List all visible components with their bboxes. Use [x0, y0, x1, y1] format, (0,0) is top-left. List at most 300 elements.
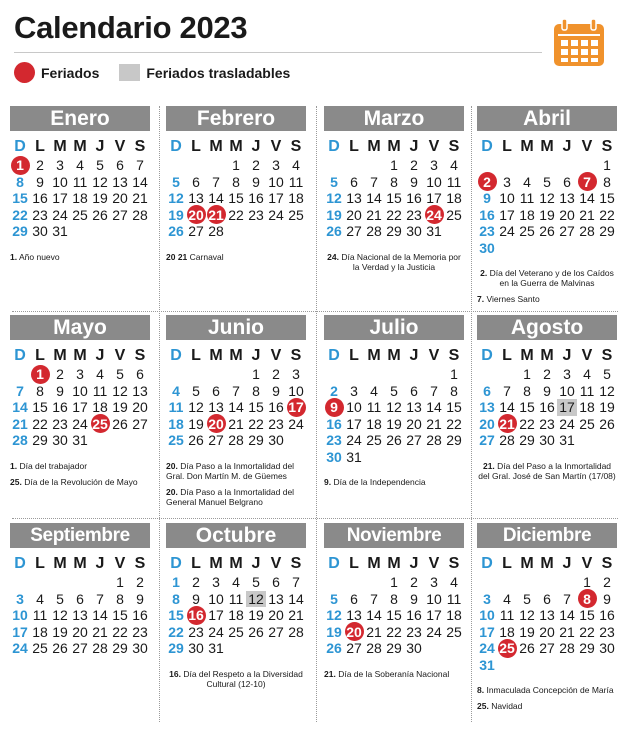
day-cell: 16 — [248, 190, 264, 206]
weekday-label: M — [387, 347, 401, 364]
day-grid — [166, 346, 306, 449]
day-cell: 21 — [426, 415, 442, 432]
day-cell: 22 — [519, 415, 535, 432]
day-cell: 22 — [112, 623, 128, 640]
holiday-note-text: Día Paso a la Inmortalidad del Gral. Don Martín M. de Güemes — [166, 460, 295, 481]
weekday-label: M — [73, 138, 87, 155]
day-cell: 1 — [172, 574, 180, 590]
day-cell: 19 — [519, 623, 535, 640]
day-cell: 26 — [599, 415, 615, 432]
day-cell: 22 — [228, 206, 244, 223]
weekday-label: M — [520, 347, 534, 364]
movable-holiday-day: 12 — [246, 591, 266, 608]
day-grid — [477, 137, 617, 256]
day-cell: 6 — [76, 590, 84, 607]
holiday-notes — [324, 477, 464, 487]
day-cell: 10 — [208, 590, 224, 607]
day-cell: 3 — [430, 574, 438, 590]
day-cell: 31 — [52, 223, 68, 239]
day-cell: 18 — [446, 607, 462, 623]
day-cell: 16 — [479, 206, 495, 223]
month-header: Noviembre — [324, 523, 464, 548]
day-cell: 23 — [248, 206, 264, 223]
day-cell: 30 — [599, 640, 615, 656]
day-cell: 21 — [366, 623, 382, 640]
day-cell: 24 — [559, 415, 575, 432]
day-cell: 12 — [539, 190, 555, 206]
day-cell: 26 — [92, 206, 108, 223]
day-cell: 19 — [52, 623, 68, 640]
holiday-note-text: Día de la Revolución de Mayo — [21, 476, 138, 487]
holiday-note-text: Inmaculada Concepción de María — [484, 685, 614, 695]
month-mayo — [10, 315, 150, 493]
day-cell: 18 — [168, 415, 184, 432]
day-cell: 20 — [346, 206, 362, 223]
holiday-note — [477, 701, 617, 711]
holiday-note — [324, 477, 464, 487]
day-cell: 25 — [519, 223, 535, 239]
day-cell: 10 — [12, 607, 28, 623]
day-cell: 30 — [132, 640, 148, 656]
day-cell: 21 — [288, 607, 304, 623]
weekday-label: S — [134, 347, 146, 364]
weekday-label: J — [409, 347, 419, 364]
holiday-note-text: Viernes Santo — [484, 294, 540, 304]
day-cell: 17 — [208, 607, 224, 623]
day-cell: 8 — [450, 382, 458, 399]
weekday-label: J — [409, 138, 419, 155]
weekday-label: J — [562, 138, 572, 155]
day-cell: 12 — [386, 399, 402, 415]
weekday-label: M — [229, 347, 243, 364]
day-cell: 11 — [288, 173, 304, 190]
day-cell: 3 — [56, 157, 64, 173]
weekday-label: M — [73, 555, 87, 572]
weekday-label: L — [502, 138, 512, 155]
day-cell: 18 — [366, 415, 382, 432]
day-cell: 2 — [330, 382, 338, 399]
day-cell: 4 — [96, 366, 104, 382]
day-cell: 17 — [268, 190, 284, 206]
day-grid — [324, 346, 464, 465]
day-cell: 6 — [350, 590, 358, 607]
month-julio — [324, 315, 464, 493]
day-cell: 4 — [76, 157, 84, 173]
day-cell: 9 — [136, 590, 144, 607]
day-cell: 4 — [503, 590, 511, 607]
weekday-label: L — [35, 555, 45, 572]
day-cell: 8 — [116, 590, 124, 607]
day-cell: 11 — [92, 382, 108, 399]
holiday-day: 20 — [186, 207, 206, 224]
weekday-label: V — [581, 347, 593, 364]
holiday-day: 1 — [30, 366, 50, 383]
month-header: Junio — [166, 315, 306, 340]
day-cell: 22 — [446, 415, 462, 432]
weekday-label: D — [170, 138, 182, 155]
movable-holiday-marker — [119, 64, 140, 81]
column-divider — [316, 106, 317, 722]
weekday-label: M — [367, 347, 381, 364]
holiday-day: 17 — [286, 399, 306, 416]
weekday-label: D — [170, 347, 182, 364]
day-cell: 21 — [559, 623, 575, 640]
holiday-note-text: Día Paso a la Inmortalidad del General Manuel Belgrano — [166, 486, 295, 507]
weekday-label: S — [448, 347, 460, 364]
day-cell: 5 — [192, 382, 200, 399]
day-cell: 26 — [539, 223, 555, 239]
day-cell: 28 — [499, 432, 515, 448]
day-cell: 19 — [92, 190, 108, 206]
day-cell: 19 — [112, 399, 128, 415]
day-cell: 3 — [272, 157, 280, 173]
day-cell: 28 — [426, 432, 442, 448]
title-divider — [14, 52, 542, 53]
day-cell: 3 — [563, 366, 571, 382]
day-cell: 9 — [192, 590, 200, 607]
day-cell: 19 — [599, 399, 615, 415]
weekday-label: S — [290, 347, 302, 364]
day-cell: 23 — [479, 223, 495, 239]
day-cell: 3 — [16, 590, 24, 607]
day-cell: 8 — [172, 590, 180, 607]
month-header: Mayo — [10, 315, 150, 340]
holiday-day: 21 — [497, 416, 517, 433]
day-cell: 21 — [366, 206, 382, 223]
day-cell: 26 — [326, 223, 342, 239]
month-octubre — [166, 523, 306, 695]
weekday-label: V — [581, 555, 593, 572]
holiday-note — [477, 461, 617, 481]
day-cell: 2 — [272, 366, 280, 382]
holiday-note-text: Día del Veterano y de los Caídos en la Guerra de Malvinas — [487, 268, 614, 288]
month-header: Marzo — [324, 106, 464, 131]
day-cell: 22 — [386, 623, 402, 640]
holiday-day: 9 — [324, 399, 344, 416]
day-cell: 13 — [406, 399, 422, 415]
day-cell: 1 — [603, 157, 611, 173]
day-cell: 17 — [52, 190, 68, 206]
day-cell: 12 — [168, 190, 184, 206]
day-cell: 1 — [390, 157, 398, 173]
day-cell: 22 — [386, 206, 402, 223]
day-cell: 15 — [228, 190, 244, 206]
weekday-label: L — [349, 138, 359, 155]
day-cell: 7 — [292, 574, 300, 590]
day-cell: 9 — [410, 590, 418, 607]
day-cell: 14 — [366, 607, 382, 623]
day-cell: 23 — [406, 623, 422, 640]
day-cell: 12 — [52, 607, 68, 623]
movable-holiday-day: 17 — [557, 399, 577, 416]
weekday-label: M — [367, 555, 381, 572]
day-cell: 4 — [292, 157, 300, 173]
day-grid — [324, 554, 464, 657]
day-cell: 8 — [390, 590, 398, 607]
weekday-label: M — [229, 138, 243, 155]
weekday-label: L — [35, 138, 45, 155]
day-cell: 22 — [12, 206, 28, 223]
weekday-label: S — [448, 555, 460, 572]
weekday-label: D — [14, 347, 26, 364]
day-cell: 7 — [370, 590, 378, 607]
day-cell: 2 — [543, 366, 551, 382]
weekday-label: J — [251, 555, 261, 572]
holiday-note-date: 20 21 — [166, 251, 188, 262]
day-cell: 6 — [563, 173, 571, 190]
legend-movable-label: Feriados trasladables — [146, 64, 291, 81]
day-cell: 10 — [268, 173, 284, 190]
weekday-label: M — [53, 347, 67, 364]
day-cell: 26 — [112, 415, 128, 432]
day-cell: 12 — [92, 173, 108, 190]
weekday-label: V — [428, 347, 440, 364]
day-cell: 7 — [430, 382, 438, 399]
weekday-label: J — [251, 347, 261, 364]
day-cell: 25 — [366, 432, 382, 448]
day-cell: 9 — [56, 382, 64, 399]
day-cell: 30 — [326, 448, 342, 465]
day-cell: 30 — [268, 432, 284, 448]
day-cell: 23 — [52, 415, 68, 432]
day-cell: 6 — [543, 590, 551, 607]
holiday-marker — [14, 62, 35, 83]
day-cell: 18 — [288, 190, 304, 206]
day-cell: 10 — [499, 190, 515, 206]
holiday-notes — [324, 252, 464, 272]
day-cell: 1 — [252, 366, 260, 382]
day-cell: 5 — [252, 574, 260, 590]
weekday-label: V — [428, 138, 440, 155]
day-cell: 17 — [479, 623, 495, 640]
weekday-label: S — [448, 138, 460, 155]
day-cell: 28 — [559, 640, 575, 656]
day-cell: 8 — [36, 382, 44, 399]
holiday-note — [477, 268, 617, 288]
month-header: Febrero — [166, 106, 306, 131]
day-cell: 1 — [116, 574, 124, 590]
day-cell: 31 — [208, 640, 224, 656]
day-cell: 15 — [248, 399, 264, 415]
day-cell: 20 — [539, 623, 555, 640]
day-cell: 4 — [583, 366, 591, 382]
weekday-label: L — [35, 347, 45, 364]
weekday-label: L — [191, 347, 201, 364]
day-cell: 29 — [112, 640, 128, 656]
day-cell: 16 — [599, 607, 615, 623]
day-cell: 16 — [32, 190, 48, 206]
day-cell: 13 — [268, 590, 284, 607]
day-grid — [477, 346, 617, 449]
day-cell: 22 — [599, 206, 615, 223]
weekday-label: L — [191, 138, 201, 155]
weekday-label: V — [270, 555, 282, 572]
day-cell: 6 — [483, 382, 491, 399]
holiday-notes — [10, 252, 150, 262]
weekday-label: M — [209, 555, 223, 572]
holiday-note-text: Carnaval — [187, 251, 224, 262]
weekday-label: M — [387, 138, 401, 155]
day-cell: 10 — [52, 173, 68, 190]
day-cell: 7 — [136, 157, 144, 173]
holiday-note — [324, 669, 464, 679]
day-cell: 23 — [132, 623, 148, 640]
holiday-note-date: 7. — [477, 294, 485, 304]
day-cell: 18 — [72, 190, 88, 206]
day-cell: 30 — [539, 432, 555, 448]
day-cell: 7 — [96, 590, 104, 607]
month-header: Septiembre — [10, 523, 150, 548]
holiday-note-date: 1. — [10, 251, 18, 262]
weekday-label: S — [134, 555, 146, 572]
day-cell: 6 — [192, 173, 200, 190]
weekday-label: V — [114, 138, 126, 155]
day-cell: 1 — [523, 366, 531, 382]
weekday-label: D — [14, 138, 26, 155]
holiday-note — [166, 461, 306, 481]
day-cell: 9 — [483, 190, 491, 206]
day-cell: 5 — [56, 590, 64, 607]
holiday-day: 20 — [344, 624, 364, 641]
day-cell: 10 — [426, 173, 442, 190]
day-cell: 18 — [446, 190, 462, 206]
holiday-note — [166, 487, 306, 507]
day-cell: 16 — [326, 415, 342, 432]
day-cell: 27 — [346, 640, 362, 656]
day-cell: 14 — [208, 190, 224, 206]
holiday-notes — [477, 685, 617, 711]
month-agosto — [477, 315, 617, 487]
day-cell: 7 — [212, 173, 220, 190]
day-cell: 20 — [268, 607, 284, 623]
day-cell: 13 — [188, 190, 204, 206]
weekday-label: D — [328, 555, 340, 572]
day-cell: 28 — [366, 640, 382, 656]
day-cell: 20 — [72, 623, 88, 640]
day-cell: 24 — [52, 206, 68, 223]
holiday-day: 25 — [497, 640, 517, 657]
weekday-label: M — [209, 347, 223, 364]
month-septiembre — [10, 523, 150, 669]
day-grid — [10, 137, 150, 240]
day-cell: 16 — [52, 399, 68, 415]
day-cell: 26 — [519, 640, 535, 656]
day-cell: 2 — [136, 574, 144, 590]
weekday-label: D — [14, 555, 26, 572]
weekday-label: M — [53, 138, 67, 155]
holiday-note-date: 25. — [10, 476, 22, 487]
month-header: Enero — [10, 106, 150, 131]
holiday-note — [10, 477, 150, 487]
day-cell: 20 — [112, 190, 128, 206]
holiday-note-text: Navidad — [488, 701, 523, 711]
day-cell: 20 — [406, 415, 422, 432]
day-cell: 5 — [116, 366, 124, 382]
weekday-label: V — [270, 347, 282, 364]
day-cell: 17 — [499, 206, 515, 223]
day-cell: 5 — [603, 366, 611, 382]
day-cell: 8 — [252, 382, 260, 399]
weekday-label: D — [481, 347, 493, 364]
holiday-note — [166, 252, 306, 262]
weekday-label: J — [95, 555, 105, 572]
weekday-label: M — [540, 138, 554, 155]
day-cell: 12 — [519, 607, 535, 623]
day-cell: 15 — [386, 607, 402, 623]
day-cell: 15 — [386, 190, 402, 206]
day-cell: 28 — [12, 432, 28, 448]
day-cell: 8 — [232, 173, 240, 190]
day-cell: 14 — [132, 173, 148, 190]
day-cell: 25 — [446, 206, 462, 223]
day-cell: 14 — [366, 190, 382, 206]
weekday-label: V — [428, 555, 440, 572]
day-cell: 14 — [579, 190, 595, 206]
page-title: Calendario 2023 — [14, 10, 248, 45]
day-cell: 15 — [579, 607, 595, 623]
holiday-note — [10, 461, 150, 471]
weekday-label: M — [73, 347, 87, 364]
column-divider — [159, 106, 160, 722]
day-cell: 14 — [92, 607, 108, 623]
day-cell: 24 — [288, 415, 304, 432]
day-cell: 4 — [36, 590, 44, 607]
day-cell: 29 — [386, 223, 402, 239]
day-cell: 27 — [188, 223, 204, 239]
day-cell: 3 — [483, 590, 491, 607]
day-cell: 23 — [326, 432, 342, 448]
holiday-notes — [477, 461, 617, 481]
month-noviembre — [324, 523, 464, 685]
day-cell: 26 — [188, 432, 204, 448]
day-cell: 27 — [559, 223, 575, 239]
day-cell: 3 — [503, 173, 511, 190]
day-cell: 17 — [72, 399, 88, 415]
holiday-note — [166, 669, 306, 689]
month-junio — [166, 315, 306, 513]
day-cell: 5 — [330, 173, 338, 190]
holiday-note-date: 2. — [480, 268, 488, 278]
day-cell: 29 — [386, 640, 402, 656]
day-cell: 27 — [479, 432, 495, 448]
weekday-label: J — [562, 555, 572, 572]
day-cell: 22 — [248, 415, 264, 432]
month-febrero — [166, 106, 306, 268]
day-cell: 6 — [212, 382, 220, 399]
day-cell: 4 — [523, 173, 531, 190]
weekday-label: S — [601, 138, 613, 155]
day-cell: 10 — [288, 382, 304, 399]
day-cell: 21 — [92, 623, 108, 640]
day-cell: 28 — [208, 223, 224, 239]
column-divider — [471, 106, 472, 722]
day-cell: 15 — [12, 190, 28, 206]
weekday-label: V — [581, 138, 593, 155]
day-cell: 15 — [32, 399, 48, 415]
day-cell: 19 — [248, 607, 264, 623]
holiday-notes — [10, 461, 150, 487]
day-cell: 11 — [499, 607, 515, 623]
day-cell: 16 — [406, 190, 422, 206]
day-cell: 29 — [446, 432, 462, 448]
weekday-label: L — [502, 555, 512, 572]
day-cell: 15 — [112, 607, 128, 623]
weekday-label: S — [601, 555, 613, 572]
month-header: Abril — [477, 106, 617, 131]
holiday-note — [477, 294, 617, 304]
holiday-note-date: 1. — [10, 460, 18, 471]
day-cell: 30 — [406, 640, 422, 656]
